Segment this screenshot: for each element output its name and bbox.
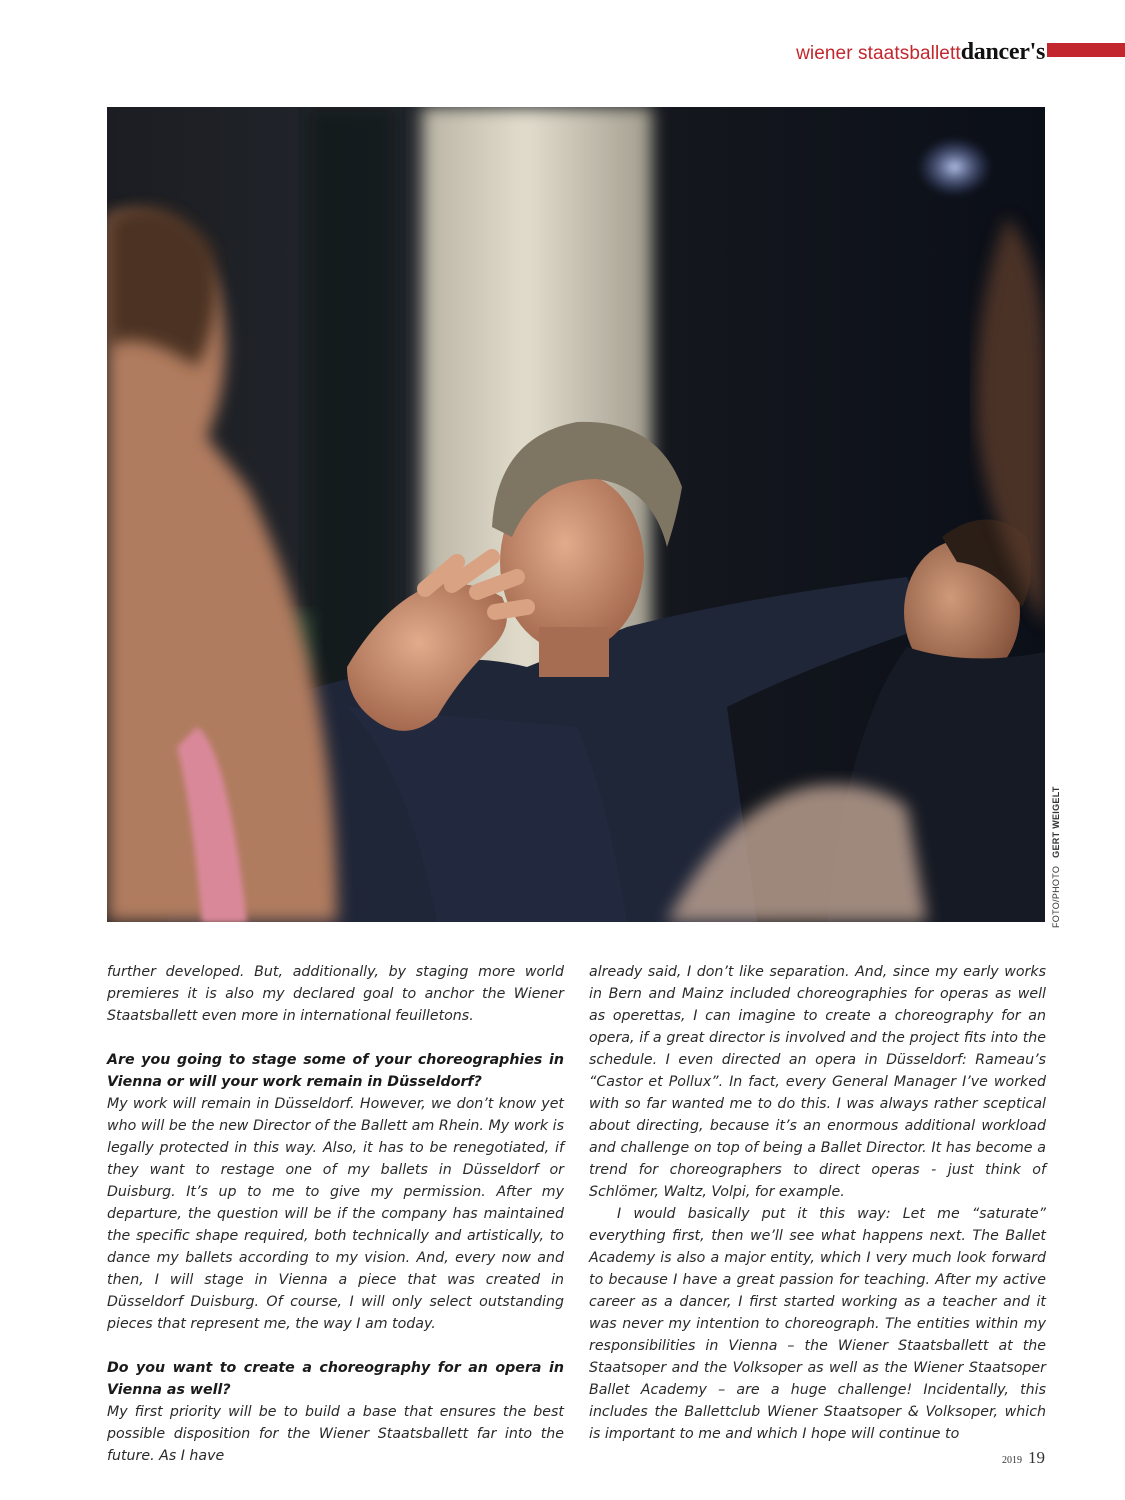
issue-year: 2019 — [1002, 1455, 1022, 1466]
article-column-left — [107, 961, 564, 1467]
article-column-right — [589, 961, 1046, 1445]
page-number: 19 — [1028, 1448, 1045, 1467]
header-accent-bar — [1047, 43, 1125, 57]
page-footer — [1002, 1448, 1045, 1468]
article-paragraph: further developed. But, additionally, by staging more world premieres it is also my declared goal to anchor the Wiener Staatsballett even more in international feuilletons. — [107, 964, 564, 1024]
brand-secondary: dancer's — [960, 39, 1045, 65]
photo-illustration — [107, 107, 1045, 922]
photo-credit-label: FOTO/PHOTO — [1051, 865, 1061, 928]
article-paragraph: My first priority will be to build a base that ensures the best possible disposition for the Wiener Staatsballett far into the future. As I have — [107, 1404, 564, 1464]
article-paragraph: already said, I don’t like separation. And, since my early works in Bern and Mainz included choreographies for operas as well as operettas, I can imagine to create a choreography for an opera, if a great director is involved and the project fits into the schedule. I even directed an opera in Düsseldorf: Rameau’s “Castor et Pollux”. In fact, every General Manager I’ve worked with so far wanted me to do this. I was always rather sceptical about directing, because it’s an enormous additional workload and challenge on top of being a Ballet Director. It has become a trend for choreographers to direct operas - just think of Schlömer, Waltz, Volpi, for example. — [589, 964, 1046, 1200]
magazine-brand — [796, 40, 1045, 67]
page-header — [0, 38, 1125, 66]
interview-question: Are you going to stage some of your choreographies in Vienna or will your work remain in Düsseldorf? — [107, 1052, 564, 1090]
brand-primary: wiener staatsballett — [796, 43, 961, 64]
interview-question: Do you want to create a choreography for an opera in Vienna as well? — [107, 1360, 564, 1398]
rehearsal-photo — [107, 107, 1045, 922]
photo-credit — [1051, 786, 1061, 928]
article-paragraph: My work will remain in Düsseldorf. However, we don’t know yet who will be the new Director of the Ballett am Rhein. My work is legally protected in this way. Also, it has to be renegotiated, if they want to restage one of my ballets in Düsseldorf or Duisburg. It’s up to me to give my permission. After my departure, the question will be if the company has maintained the specific shape required, both technically and artistically, to dance my ballets according to my vision. And, every now and then, I will stage in Vienna a piece that was created in Düsseldorf Duisburg. Of course, I will only select outstanding pieces that represent me, the way I am today. — [107, 1096, 564, 1332]
photo-credit-name: GERT WEIGELT — [1051, 786, 1061, 858]
article-paragraph: I would basically put it this way: Let me “saturate” everything first, then we’ll see what happens next. The Ballet Academy is also a major entity, which I very much look forward to because I have a great passion for teaching. After my active career as a dancer, I first started working as a teacher and it was never my intention to choreograph. The entities within my responsibilities in Vienna – the Wiener Staatsballett at the Staatsoper and the Volksoper as well as the Wiener Staatsoper Ballet Academy – are a huge challenge! Incidentally, this includes the Ballettclub Wiener Staatsoper & Volksoper, which is important to me and which I hope will continue to — [589, 1206, 1046, 1442]
